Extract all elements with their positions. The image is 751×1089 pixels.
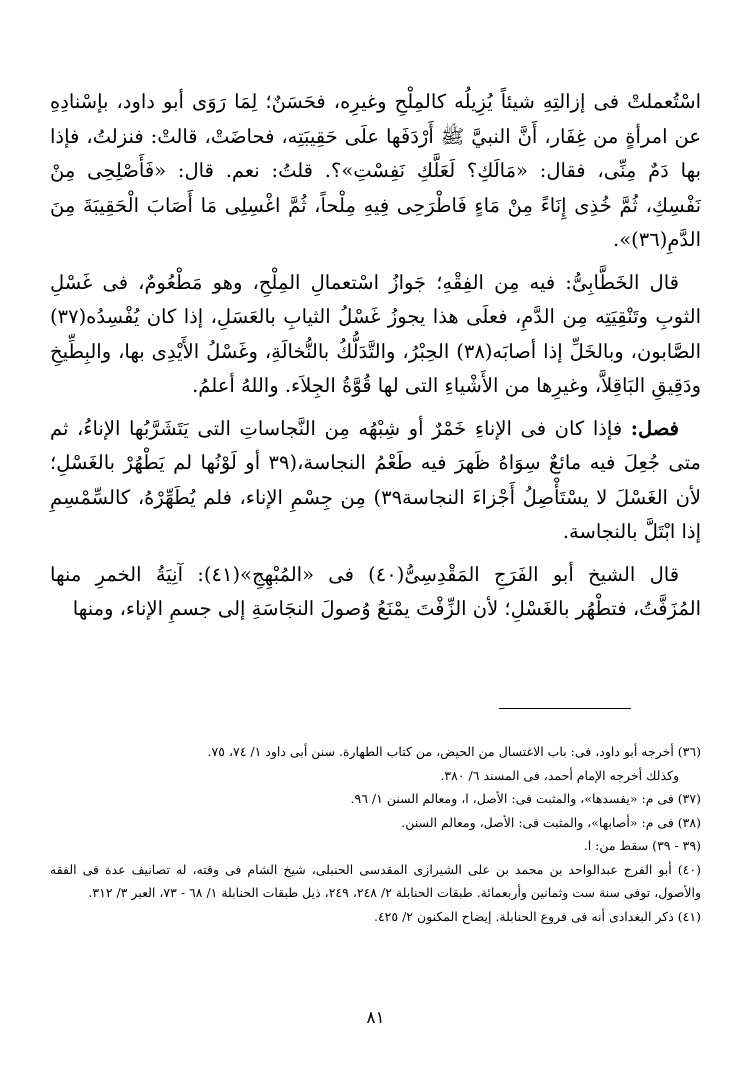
footnote-37: (٣٧) فى م: «يفسدها»، والمثبت فى: الأصل، ا، ومعالم السنن ١/ ٩٦.: [350, 791, 701, 806]
paragraph-muqaddasi: قال الشيخ أبو الفَرَجِ المَقْدِسِىُّ(٤٠) فى «المُبْهِجِ»(٤١): آنِيَةُ الخمرِ منها المُزَفَّتُ، فتطْهُر بالغَسْلِ؛ لأن الزِّفْتَ يمْنَعُ وُصولَ النجَاسَةِ إلى جسمِ الإناء، ومنها: [50, 562, 701, 620]
paragraph-fasl: [50, 412, 701, 550]
footnote-41: (٤١) ذكر البغدادى أنه فى فروع الحنابلة. إيضاح المكنون ٢/ ٤٢٥.: [373, 908, 701, 924]
section-text: فإذا كان فى الإناءِ خَمْرٌ أو شِبْهُه مِن النَّجاساتِ التى يَتَشَرَّبُها الإناءُ، ثم متى جُعِلَ فيه مائعٌ سِوَاهُ ظَهرَ فيه طَعْمُ النجاسة،(٣٩ أو لَوْنُها لم يَطْهُرْ بالغَسْلِ؛ لأن الغَسْلَ لا يسْتَأْصِلُ أَجْزاءَ النجاسة٣٩) مِن جِسْمِ الإناء، فلم يُطَهِّرْهُ، كالسِّمْسِمِ إذا ابْتَلَّ بالنجاسة.: [50, 416, 702, 543]
paragraph-hadith: اسْتُعملتْ فى إزالتِهِ شيئاً يُزِيلُه كالمِلْحِ وغيرِه، فحَسَنٌ؛ لِمَا رَوَى أبو داود، بإسْنادِهِ عن امرأةٍ من غِفَار، أَنَّ النبيَّ ﷺ أَرْدَفَها علَى حَقِيبَتِه، فحاضَتْ، قالتْ: فنزلتُ، فإذا بها دَمٌ مِنِّى، فقال: «مَالَكِ؟ لَعَلَّكِ نَفِسْتِ»؟. قلتُ: نعم. قال: «فَأَصْلِحِى مِنْ نَفْسِكِ، ثُمَّ خُذِى إِنَاءً مِنْ مَاءٍ فَاطْرَحِى فِيهِ مِلْحاً، ثُمَّ اغْسِلِى مَا أَصَابَ الْحَقِيبَةَ مِنَ الدَّمِ(٣٦)».: [50, 90, 701, 251]
footnote-39: (٣٩ - ٣٩) سقط من: ا.: [583, 838, 701, 853]
footnotes: [50, 740, 701, 928]
book-page: [50, 85, 701, 1075]
main-text: [50, 85, 701, 627]
footnote-36: (٣٦) أخرجه أبو داود، فى: باب الاغتسال من الحيض، من كتاب الطهارة. سنن أبى داود ١/ ٧٤، ٧٥.: [207, 744, 701, 759]
paragraph-khattabi: قال الخَطَّابِىُّ: فيه مِن الفِقْهِ؛ جَوازُ اسْتعمالِ المِلْحِ، وهو مَطْعُومٌ، فى غَسْلِ الثوبِ وتَنْقِيَتِه مِن الدَّمِ، فعلَى هذا يجوزُ غَسْلُ الثيابِ بالعَسَلِ، إذا كان يُفْسِدُه(٣٧) الصَّابون، وبالخَلِّ إذا أصابَه(٣٨) الحِبْرُ، والتَّدَلُّكُ بالنُّخالَةِ، وغَسْلُ الأَيْدِى بها، والبِطِّيخِ ودَقِيقِ البَاقِلاَّ، وغيرِها من الأَشْياءِ التى لها قُوَّةُ الجِلاَء. واللهُ أعلمُ.: [50, 270, 701, 397]
footnote-separator: [499, 708, 631, 709]
section-label: فصل:: [630, 416, 679, 440]
footnote-36-continuation: وكذلك أخرجه الإمام أحمد، فى المسند ٦/ ٣٨٠.: [440, 767, 679, 783]
footnote-40: (٤٠) أبو الفرج عبدالواحد بن محمد بن على الشيرازى المقدسى الحنبلى، شيخ الشام فى وقته، له تصانيف عدة فى الفقه والأصول، توفى سنة ست وثمانين وأربعمائة. طبقات الحنابلة ٢/ ٢٤٨، ٢٤٩، ذيل طبقات الحنابلة ١/ ٦٨ - ٧٣، العبر ٣/ ٣١٢.: [50, 861, 701, 900]
footnote-38: (٣٨) فى م: «أصابها»، والمثبت فى: الأصل، ومعالم السنن.: [401, 814, 701, 830]
page-number: ٨١: [366, 1008, 385, 1028]
